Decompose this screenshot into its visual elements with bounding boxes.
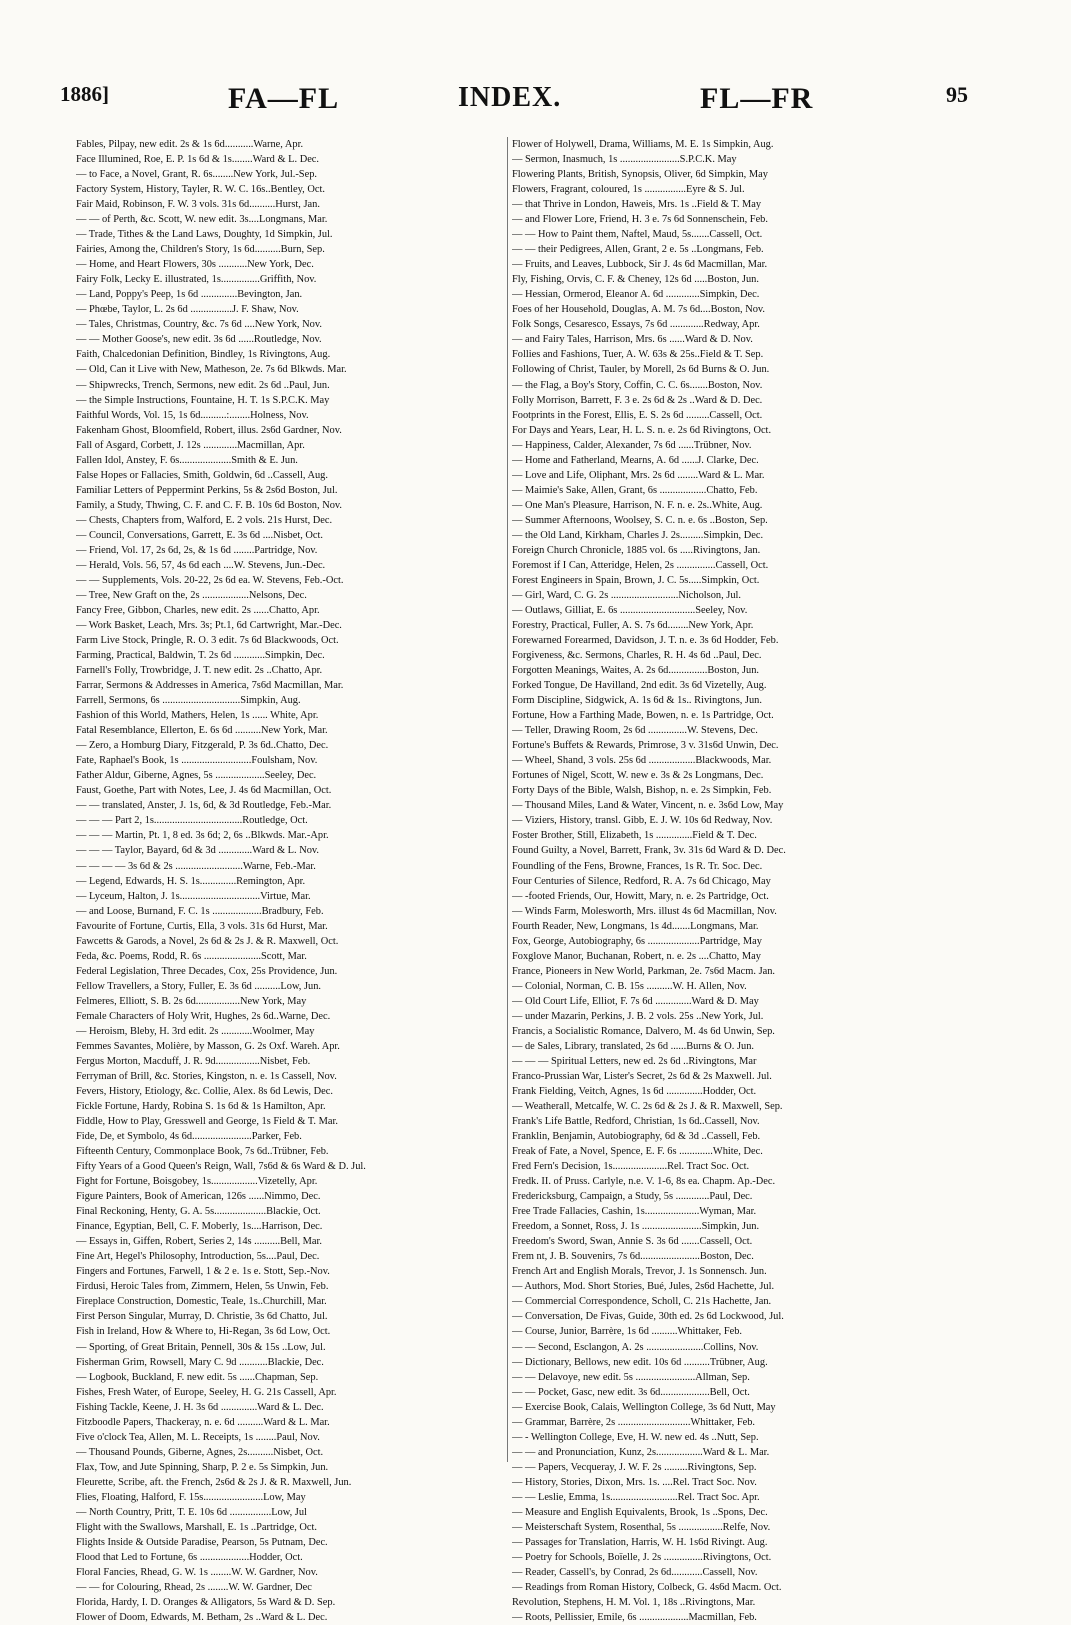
index-entry: — the Flag, a Boy's Story, Coffin, C. C. 6s.......Boston, Nov. (512, 379, 763, 391)
index-entry: — Conversation, De Fivas, Guide, 30th ed. 2s 6d Lockwood, Jul. (512, 1311, 784, 1323)
index-entry: Freak of Fate, a Novel, Spence, E. F. 6s .............White, Dec. (512, 1146, 763, 1158)
index-entry: — — for Colouring, Rhead, 2s ........W. W. Gardner, Dec (76, 1582, 312, 1593)
index-entry: — — Delavoye, new edit. 5s .......................Allman, Sep. (512, 1371, 750, 1383)
index-entry: Fourth Reader, New, Longmans, 1s 4d.......Longmans, Mar. (512, 920, 759, 932)
index-entry: — Colonial, Norman, C. B. 15s ..........W. H. Allen, Nov. (512, 980, 747, 992)
index-entry: Fortune, How a Farthing Made, Bowen, n. e. 1s Partridge, Oct. (512, 710, 774, 722)
index-entry: For Days and Years, Lear, H. L. S. n. e. 2s 6d Rivingtons, Oct. (512, 424, 772, 436)
index-entry: Faithful Words, Vol. 15, 1s 6d..........:........Holness, Nov. (76, 409, 309, 421)
index-entry: Fight for Fortune, Boisgobey, 1s..................Vizetelly, Apr. (76, 1176, 318, 1188)
index-entry: Fredericksburg, Campaign, a Study, 5s .............Paul, Dec. (512, 1191, 753, 1203)
index-entry: — Authors, Mod. Short Stories, Bué, Jules, 2s6d Hachette, Jul. (512, 1281, 775, 1293)
index-entry: — — Second, Esclangon, A. 2s ......................Collins, Nov. (512, 1341, 759, 1353)
header-left-range: FA—FL (228, 82, 340, 115)
index-entry: — Chests, Chapters from, Walford, E. 2 vols. 21s Hurst, Dec. (76, 514, 333, 526)
index-entry: — Viziers, History, transl. Gibb, E. J. W. 10s 6d Redway, Nov. (512, 815, 773, 827)
index-entry: Fifteenth Century, Commonplace Book, 7s 6d..Trübner, Feb. (76, 1146, 329, 1158)
index-entry: — — Supplements, Vols. 20-22, 2s 6d ea. W. Stevens, Feb.-Oct. (76, 574, 344, 586)
index-entry: — Summer Afternoons, Woolsey, S. C. n. e. 6s ..Boston, Sep. (512, 514, 768, 526)
index-entry: Final Reckoning, Henty, G. A. 5s....................Blackie, Oct. (76, 1206, 321, 1218)
page-header (60, 82, 1020, 118)
index-entry: Fine Art, Hegel's Philosophy, Introduction, 5s....Paul, Dec. (76, 1251, 320, 1263)
index-entry: — — Papers, Vecqueray, J. W. F. 2s .........Rivingtons, Sep. (512, 1461, 757, 1473)
index-entry: — to Face, a Novel, Grant, R. 6s........New York, Jul.-Sep. (76, 169, 317, 181)
header-title: INDEX. (458, 82, 562, 113)
index-entry: — Commercial Correspondence, Scholl, C. 21s Hachette, Jan. (512, 1296, 772, 1308)
index-entry: Fiddle, How to Play, Gresswell and George, 1s Field & T. Mar. (76, 1116, 338, 1128)
index-entry: Five o'clock Tea, Allen, M. L. Receipts, 1s ........Paul, Nov. (76, 1431, 320, 1443)
index-entry: Flies, Floating, Halford, F. 15s.......................Low, May (76, 1491, 306, 1503)
index-entry: — — Leslie, Emma, 1s..........................Rel. Tract Soc. Apr. (512, 1491, 760, 1503)
index-entry: Fly, Fishing, Orvis, C. F. & Cheney, 12s 6d .....Boston, Jun. (512, 274, 759, 286)
index-entry: — Maimie's Sake, Allen, Grant, 6s ..................Chatto, Feb. (512, 484, 758, 496)
index-entry: — Trade, Tithes & the Land Laws, Doughty, 1d Simpkin, Jul. (76, 229, 333, 241)
index-entry: — Old, Can it Live with New, Matheson, 2e. 7s 6d Blkwds. Mar. (76, 364, 347, 376)
index-entry: — Tree, New Graft on the, 2s ..................Nelsons, Dec. (76, 589, 307, 601)
index-entry: — Lyceum, Halton, J. 1s...............................Virtue, Mar. (76, 890, 311, 902)
index-entry: Fallen Idol, Anstey, F. 6s....................Smith & E. Jun. (76, 454, 298, 466)
index-entry: — Hessian, Ormerod, Eleanor A. 6d .............Simpkin, Dec. (512, 289, 760, 301)
index-entry: Face Illumined, Roe, E. P. 1s 6d & 1s........Ward & L. Dec. (76, 154, 320, 166)
index-entry: — — Pocket, Gasc, new edit. 3s 6d...................Bell, Oct. (512, 1386, 750, 1398)
left-column (76, 137, 508, 1625)
index-entry: — Outlaws, Gilliat, E. 6s .............................Seeley, Nov. (512, 604, 748, 616)
index-entry: Foxglove Manor, Buchanan, Robert, n. e. 2s ....Chatto, May (512, 950, 761, 962)
index-entry: — under Mazarin, Perkins, J. B. 2 vols. 25s ..New York, Jul. (512, 1010, 764, 1022)
index-entry: Fables, Pilpay, new edit. 2s & 1s 6d...........Warne, Apr. (76, 139, 304, 150)
index-entry: — — and Pronunciation, Kunz, 2s..................Ward & L. Mar. (512, 1446, 770, 1458)
index-entry: — Course, Junior, Barrère, 1s 6d ..........Whittaker, Feb. (512, 1326, 743, 1338)
index-entry: — Friend, Vol. 17, 2s 6d, 2s, & 1s 6d ........Partridge, Nov. (76, 544, 318, 556)
index-entry: Florida, Hardy, I. D. Oranges & Alligators, 5s Ward & D. Sep. (76, 1597, 336, 1609)
index-entry: Farm Live Stock, Pringle, R. O. 3 edit. 7s 6d Blackwoods, Oct. (76, 635, 339, 647)
index-entry: — Exercise Book, Calais, Wellington College, 3s 6d Nutt, May (512, 1401, 776, 1413)
index-entry: Fide, De, et Symbolo, 4s 6d.......................Parker, Feb. (76, 1131, 302, 1143)
index-entry: France, Pioneers in New World, Parkman, 2e. 7s6d Macm. Jan. (512, 965, 776, 977)
index-entry: — Home and Fatherland, Mearns, A. 6d ......J. Clarke, Dec. (512, 454, 759, 466)
index-entry: Forty Days of the Bible, Walsh, Bishop, n. e. 2s Simpkin, Feb. (512, 785, 772, 797)
index-entry: — — — Martin, Pt. 1, 8 ed. 3s 6d; 2, 6s ..Blkwds. Mar.-Apr. (76, 830, 329, 842)
index-entry: — Dictionary, Bellows, new edit. 10s 6d ..........Trübner, Aug. (512, 1356, 768, 1368)
index-entry: Follies and Fashions, Tuer, A. W. 63s & 25s..Field & T. Sep. (512, 349, 764, 361)
index-entry: — One Man's Pleasure, Harrison, N. F. n. e. 2s..White, Aug. (512, 499, 763, 511)
index-entry: Fawcetts & Garods, a Novel, 2s 6d & 2s J. & R. Maxwell, Oct. (76, 935, 339, 947)
index-entry: — that Thrive in London, Haweis, Mrs. 1s ..Field & T. May (512, 199, 762, 211)
index-entry: Fredk. II. of Pruss. Carlyle, n.e. V. 1-6, 8s ea. Chapm. Ap.-Dec. (512, 1176, 776, 1188)
index-entry: — Wheel, Shand, 3 vols. 25s 6d ..................Blackwoods, Mar. (512, 755, 772, 767)
index-entry: Ferryman of Brill, &c. Stories, Kingston, n. e. 1s Cassell, Nov. (76, 1070, 337, 1082)
index-entry: Revolution, Stephens, H. M. Vol. 1, 18s ..Rivingtons, Mar. (512, 1597, 756, 1609)
index-entry: Forked Tongue, De Havilland, 2nd edit. 3s 6d Vizetelly, Aug. (512, 680, 767, 692)
index-entry: — Phœbe, Taylor, L. 2s 6d ................J. F. Shaw, Nov. (76, 304, 299, 316)
index-entry: — — Mother Goose's, new edit. 3s 6d ......Routledge, Nov. (76, 334, 322, 346)
index-entry: — Land, Poppy's Peep, 1s 6d ..............Bevington, Jan. (76, 289, 303, 301)
index-entry: Father Aldur, Giberne, Agnes, 5s ...................Seeley, Dec. (76, 770, 317, 782)
index-entry: — Happiness, Calder, Alexander, 7s 6d ......Trübner, Nov. (512, 439, 752, 451)
index-entry: — Sermon, Inasmuch, 1s .......................S.P.C.K. May (512, 154, 737, 166)
index-entry: — Measure and English Equivalents, Brook, 1s ..Spons, Dec. (512, 1506, 768, 1518)
header-right-range: FL—FR (700, 82, 814, 115)
index-entry: Foremost if I Can, Atteridge, Helen, 2s ...............Cassell, Oct. (512, 559, 769, 571)
header-year: 1886] (60, 82, 109, 106)
index-entry: Family, a Study, Thwing, C. F. and C. F. B. 10s 6d Boston, Nov. (76, 499, 343, 511)
index-entry: — Weatherall, Metcalfe, W. C. 2s 6d & 2s J. & R. Maxwell, Sep. (512, 1101, 783, 1112)
index-entry: — Thousand Miles, Land & Water, Vincent, n. e. 3s6d Low, May (512, 800, 784, 812)
index-entry: — Winds Farm, Molesworth, Mrs. illust 4s 6d Macmillan, Nov. (512, 905, 777, 917)
index-entry: — — — Taylor, Bayard, 6d & 3d .............Ward & L. Nov. (76, 845, 320, 857)
index-entry: — Logbook, Buckland, F. new edit. 5s ......Chapman, Sep. (76, 1371, 319, 1383)
index-entry: — Meisterschaft System, Rosenthal, 5s .................Relfe, Nov. (512, 1521, 771, 1533)
index-entry: Four Centuries of Silence, Redford, R. A. 7s 6d Chicago, May (512, 875, 771, 887)
index-entry: Folly Morrison, Barrett, F. 3 e. 2s 6d & 2s ..Ward & D. Dec. (512, 394, 763, 406)
index-entry: — the Simple Instructions, Fountaine, H. T. 1s S.P.C.K. May (76, 394, 330, 406)
index-entry: — North Country, Pritt, T. E. 10s 6d ................Low, Jul (76, 1506, 307, 1518)
index-entry: Franco-Prussian War, Lister's Secret, 2s 6d & 2s Maxwell. Jul. (512, 1070, 772, 1082)
index-entry: Flower of Doom, Edwards, M. Betham, 2s ..Ward & L. Dec. (76, 1612, 328, 1624)
index-entry: Fireplace Construction, Domestic, Teale, 1s..Churchill, Mar. (76, 1296, 327, 1308)
index-entry: — Old Court Life, Elliot, F. 7s 6d ..............Ward & D. May (512, 995, 759, 1007)
index-entry: Franklin, Benjamin, Autobiography, 6d & 3d ..Cassell, Feb. (512, 1131, 761, 1143)
index-entry: — — — — 3s 6d & 2s ..........................Warne, Feb.-Mar. (76, 860, 316, 872)
index-entry: Fickle Fortune, Hardy, Robina S. 1s 6d & 1s Hamilton, Apr. (76, 1101, 326, 1112)
index-entry: Fakenham Ghost, Bloomfield, Robert, illus. 2s6d Gardner, Nov. (76, 424, 342, 436)
index-entry: Fancy Free, Gibbon, Charles, new edit. 2s ......Chatto, Apr. (76, 604, 320, 616)
index-entry: Flower of Holywell, Drama, Williams, M. E. 1s Simpkin, Aug. (512, 139, 774, 150)
index-entry: — Poetry for Schools, Boïelle, J. 2s ...............Rivingtons, Oct. (512, 1551, 772, 1563)
index-entry: Found Guilty, a Novel, Barrett, Frank, 3v. 31s 6d Ward & D. Dec. (512, 845, 786, 857)
right-column (512, 137, 944, 1625)
index-entry: Freedom's Sword, Swan, Annie S. 3s 6d .......Cassell, Oct. (512, 1236, 753, 1248)
index-entry: Fate, Raphael's Book, 1s ...........................Foulsham, Nov. (76, 755, 318, 767)
index-entry: Flood that Led to Fortune, 6s ...................Hodder, Oct. (76, 1551, 303, 1563)
index-entry: First Person Singular, Murray, D. Christie, 3s 6d Chatto, Jul. (76, 1311, 328, 1323)
index-entry: Forgotten Meanings, Waites, A. 2s 6d...............Boston, Jun. (512, 665, 760, 677)
index-entry: Foes of her Household, Douglas, A. M. 7s 6d....Boston, Nov. (512, 304, 766, 316)
page-number: 95 (946, 82, 968, 107)
index-entry: Fleurette, Scribe, aft. the French, 2s6d & 2s J. & R. Maxwell, Jun. (76, 1476, 352, 1488)
index-entry: — — — Spiritual Letters, new ed. 2s 6d ..Rivingtons, Mar (512, 1055, 757, 1067)
index-entry: Form Discipline, Sidgwick, A. 1s 6d & 1s.. Rivingtons, Jun. (512, 695, 762, 707)
index-entry: — — their Pedigrees, Allen, Grant, 2 e. 5s ..Longmans, Feb. (512, 244, 764, 256)
column-divider (507, 137, 508, 1462)
index-entry: Fairies, Among the, Children's Story, 1s 6d..........Burn, Sep. (76, 244, 325, 256)
index-entry: Flax, Tow, and Jute Spinning, Sharp, P. 2 e. 5s Simpkin, Jun. (76, 1461, 329, 1473)
index-entry: Fortunes of Nigel, Scott, W. new e. 3s & 2s Longmans, Dec. (512, 770, 764, 782)
index-entry: Flowers, Fragrant, coloured, 1s ................Eyre & S. Jul. (512, 184, 745, 196)
index-entry: — Girl, Ward, C. G. 2s ..........................Nicholson, Jul. (512, 589, 742, 601)
index-entry: Female Characters of Holy Writ, Hughes, 2s 6d..Warne, Dec. (76, 1010, 331, 1022)
index-entry: Favourite of Fortune, Curtis, Ella, 3 vols. 31s 6d Hurst, Mar. (76, 920, 328, 932)
index-entry: — Passages for Translation, Harris, W. H. 1s6d Rivingt. Aug. (512, 1536, 768, 1548)
index-entry: Fatal Resemblance, Ellerton, E. 6s 6d ..........New York, Mar. (76, 725, 328, 737)
index-entry: French Art and English Morals, Trevor, J. 1s Sonnensch. Jun. (512, 1266, 767, 1278)
index-entry: — Council, Conversations, Garrett, E. 3s 6d ....Nisbet, Oct. (76, 529, 324, 541)
index-entry: — Roots, Pellissier, Emile, 6s ...................Macmillan, Feb. (512, 1612, 757, 1624)
index-entry: Fairy Folk, Lecky E. illustrated, 1s...............Griffith, Nov. (76, 274, 317, 286)
index-entry: Factory System, History, Tayler, R. W. C. 16s..Bentley, Oct. (76, 184, 325, 196)
index-entry: — Thousand Pounds, Giberne, Agnes, 2s..........Nisbet, Oct. (76, 1446, 324, 1458)
index-entry: — Sporting, of Great Britain, Pennell, 30s & 15s ..Low, Jul. (76, 1341, 326, 1353)
index-entry: Forewarned Forearmed, Davidson, J. T. n. e. 3s 6d Hodder, Feb. (512, 635, 779, 647)
index-entry: Felmeres, Elliott, S. B. 2s 6d.................New York, May (76, 995, 307, 1007)
index-entry: Fergus Morton, Macduff, J. R. 9d.................Nisbet, Feb. (76, 1055, 311, 1067)
index-entry: — and Flower Lore, Friend, H. 3 e. 7s 6d Sonnenschein, Feb. (512, 214, 768, 226)
index-entry: Fishes, Fresh Water, of Europe, Seeley, H. G. 21s Cassell, Apr. (76, 1386, 337, 1398)
index-entry: — the Old Land, Kirkham, Charles J. 2s.........Simpkin, Dec. (512, 529, 764, 541)
index-entry: Fortune's Buffets & Rewards, Primrose, 3 v. 31s6d Unwin, Dec. (512, 740, 779, 752)
index-entry: Footprints in the Forest, Ellis, E. S. 2s 6d .........Cassell, Oct. (512, 409, 763, 421)
index-entry: — Fruits, and Leaves, Lubbock, Sir J. 4s 6d Macmillan, Mar. (512, 259, 768, 271)
index-entry: Fair Maid, Robinson, F. W. 3 vols. 31s 6d..........Hurst, Jan. (76, 199, 320, 211)
index-entry: Finance, Egyptian, Bell, C. F. Moberly, 1s....Harrison, Dec. (76, 1221, 323, 1233)
index-entry: Familiar Letters of Peppermint Perkins, 5s & 2s6d Boston, Jul. (76, 484, 338, 496)
index-entry: Flowering Plants, British, Synopsis, Oliver, 6d Simpkin, May (512, 169, 768, 181)
index-entry: Frank's Life Battle, Redford, Christian, 1s 6d..Cassell, Nov. (512, 1116, 760, 1128)
index-entry: Freedom, a Sonnet, Ross, J. 1s .......................Simpkin, Jun. (512, 1221, 760, 1233)
index-entry: Free Trade Fallacies, Cashin, 1s.....................Wyman, Mar. (512, 1206, 757, 1218)
index-entry: Fellow Travellers, a Story, Fuller, E. 3s 6d ..........Low, Jun. (76, 980, 322, 992)
index-entry: Farming, Practical, Baldwin, T. 2s 6d ............Simpkin, Dec. (76, 650, 325, 662)
index-entry: — and Fairy Tales, Harrison, Mrs. 6s ......Ward & D. Nov. (512, 334, 753, 346)
index-entry: Farrar, Sermons & Addresses in America, 7s6d Macmillan, Mar. (76, 680, 344, 692)
index-entry: Fishing Tackle, Keene, J. H. 3s 6d ..............Ward & L. Dec. (76, 1401, 324, 1413)
index-entry: Fashion of this World, Mathers, Helen, 1s ...... White, Apr. (76, 710, 319, 722)
index-entry: — — translated, Anster, J. 1s, 6d, & 3d Routledge, Feb.-Mar. (76, 800, 332, 812)
index-entry: Fevers, History, Etiology, &c. Collie, Alex. 8s 6d Lewis, Dec. (76, 1085, 333, 1097)
index-entry: Faust, Goethe, Part with Notes, Lee, J. 4s 6d Macmillan, Oct. (76, 785, 332, 797)
index-entry: Foster Brother, Still, Elizabeth, 1s ..............Field & T. Dec. (512, 830, 757, 842)
index-entry: — Shipwrecks, Trench, Sermons, new edit. 2s 6d ..Paul, Jun. (76, 379, 330, 391)
index-entry: Foundling of the Fens, Browne, Frances, 1s R. Tr. Soc. Dec. (512, 860, 763, 872)
index-entry: False Hopes or Fallacies, Smith, Goldwin, 6d ..Cassell, Aug. (76, 469, 328, 481)
index-entry: Following of Christ, Tauler, by Morell, 2s 6d Burns & O. Jun. (512, 364, 770, 376)
index-entry: Fred Fern's Decision, 1s.....................Rel. Tract Soc. Oct. (512, 1161, 750, 1173)
index-entry: Fisherman Grim, Rowsell, Mary C. 9d ...........Blackie, Dec. (76, 1356, 324, 1368)
index-entry: — Readings from Roman History, Colbeck, G. 4s6d Macm. Oct. (512, 1582, 782, 1593)
index-entry: Fingers and Fortunes, Farwell, 1 & 2 e. 1s e. Stott, Sep.-Nov. (76, 1266, 330, 1278)
index-entry: Floral Fancies, Rhead, G. W. 1s ........W. W. Gardner, Nov. (76, 1566, 318, 1578)
index-entry: Fifty Years of a Good Queen's Reign, Wall, 7s6d & 6s Ward & D. Jul. (76, 1161, 366, 1173)
index-entry: — - Wellington College, Eve, H. W. new ed. 4s ..Nutt, Sep. (512, 1431, 759, 1443)
index-entry: Flights Inside & Outside Paradise, Pearson, 5s Putnam, Dec. (76, 1536, 328, 1548)
index-entry: Flight with the Swallows, Marshall, E. 1s ..Partridge, Oct. (76, 1521, 317, 1533)
index-entry: Fox, George, Autobiography, 6s ....................Partridge, May (512, 935, 762, 947)
index-entry: Femmes Savantes, Molière, by Masson, G. 2s Oxf. Wareh. Apr. (76, 1040, 340, 1052)
index-entry: Federal Legislation, Three Decades, Cox, 25s Providence, Jun. (76, 965, 338, 977)
index-entry: Forgiveness, &c. Sermons, Charles, R. H. 4s 6d ..Paul, Dec. (512, 650, 762, 662)
index-entry: Fitzboodle Papers, Thackeray, n. e. 6d ..........Ward & L. Mar. (76, 1416, 330, 1428)
index-entry: — Work Basket, Leach, Mrs. 3s; Pt.1, 6d Cartwright, Mar.-Dec. (76, 620, 342, 631)
index-entry: Frank Fielding, Veitch, Agnes, 1s 6d ..............Hodder, Oct. (512, 1085, 757, 1097)
index-entry: — Essays in, Giffen, Robert, Series 2, 14s ..........Bell, Mar. (76, 1236, 322, 1248)
index-entry: Farnell's Folly, Trowbridge, J. T. new edit. 2s ..Chatto, Apr. (76, 665, 323, 677)
index-entry: — Grammar, Barrère, 2s ............................Whittaker, Feb. (512, 1416, 755, 1428)
index-entry: Folk Songs, Cesaresco, Essays, 7s 6d .............Redway, Apr. (512, 319, 760, 331)
index-entry: — -footed Friends, Our, Howitt, Mary, n. e. 2s Partridge, Oct. (512, 890, 769, 902)
index-entry: — Home, and Heart Flowers, 30s ...........New York, Dec. (76, 259, 314, 271)
index-entry: — Zero, a Homburg Diary, Fitzgerald, P. 3s 6d..Chatto, Dec. (76, 740, 329, 752)
index-entry: — — — Part 2, 1s..................................Routledge, Oct. (76, 815, 308, 827)
index-entry: — Love and Life, Oliphant, Mrs. 2s 6d ........Ward & L. Mar. (512, 469, 765, 481)
index-entry: — Legend, Edwards, H. S. 1s..............Remington, Apr. (76, 875, 306, 887)
index-entry: — — How to Paint them, Naftel, Maud, 5s.......Cassell, Oct. (512, 229, 763, 241)
index-entry: Firdusi, Heroic Tales from, Zimmern, Helen, 5s Unwin, Feb. (76, 1281, 329, 1293)
index-entry: Frem nt, J. B. Souvenirs, 7s 6d.......................Boston, Dec. (512, 1251, 754, 1263)
index-entry: — Teller, Drawing Room, 2s 6d ...............W. Stevens, Dec. (512, 725, 758, 737)
index-entry: Foreign Church Chronicle, 1885 vol. 6s .....Rivingtons, Jan. (512, 544, 761, 556)
index-entry: — — of Perth, &c. Scott, W. new edit. 3s....Longmans, Mar. (76, 214, 328, 226)
index-entry: Fish in Ireland, How & Where to, Hi-Regan, 3s 6d Low, Oct. (76, 1326, 331, 1338)
index-entry: Fall of Asgard, Corbett, J. 12s .............Macmillan, Apr. (76, 439, 305, 451)
index-entry: Faith, Chalcedonian Definition, Bindley, 1s Rivingtons, Aug. (76, 349, 331, 361)
index-entry: — Heroism, Bleby, H. 3rd edit. 2s ............Woolmer, May (76, 1025, 315, 1037)
index-entry: Figure Painters, Book of American, 126s ......Nimmo, Dec. (76, 1191, 321, 1203)
index-entry: — History, Stories, Dixon, Mrs. 1s. ....Rel. Tract Soc. Nov. (512, 1476, 757, 1488)
index-entry: Forestry, Practical, Fuller, A. S. 7s 6d........New York, Apr. (512, 620, 754, 631)
index-entry: — Reader, Cassell's, by Conrad, 2s 6d............Cassell, Nov. (512, 1566, 758, 1578)
index-entry: Francis, a Socialistic Romance, Dalvero, M. 4s 6d Unwin, Sep. (512, 1025, 775, 1037)
index-entry: — and Loose, Burnand, F. C. 1s ...................Bradbury, Feb. (76, 905, 324, 917)
index-entry: — de Sales, Library, translated, 2s 6d ......Burns & O. Jun. (512, 1040, 755, 1052)
index-entry: Forest Engineers in Spain, Brown, J. C. 5s.....Simpkin, Oct. (512, 574, 760, 586)
index-entry: Farrell, Sermons, 6s ..............................Simpkin, Aug. (76, 695, 301, 707)
index-entry: Feda, &c. Poems, Rodd, R. 6s ......................Scott, Mar. (76, 950, 307, 962)
index-entry: — Herald, Vols. 56, 57, 4s 6d each ....W. Stevens, Jun.-Dec. (76, 559, 326, 571)
index-entry: — Tales, Christmas, Country, &c. 7s 6d ....New York, Nov. (76, 319, 322, 331)
